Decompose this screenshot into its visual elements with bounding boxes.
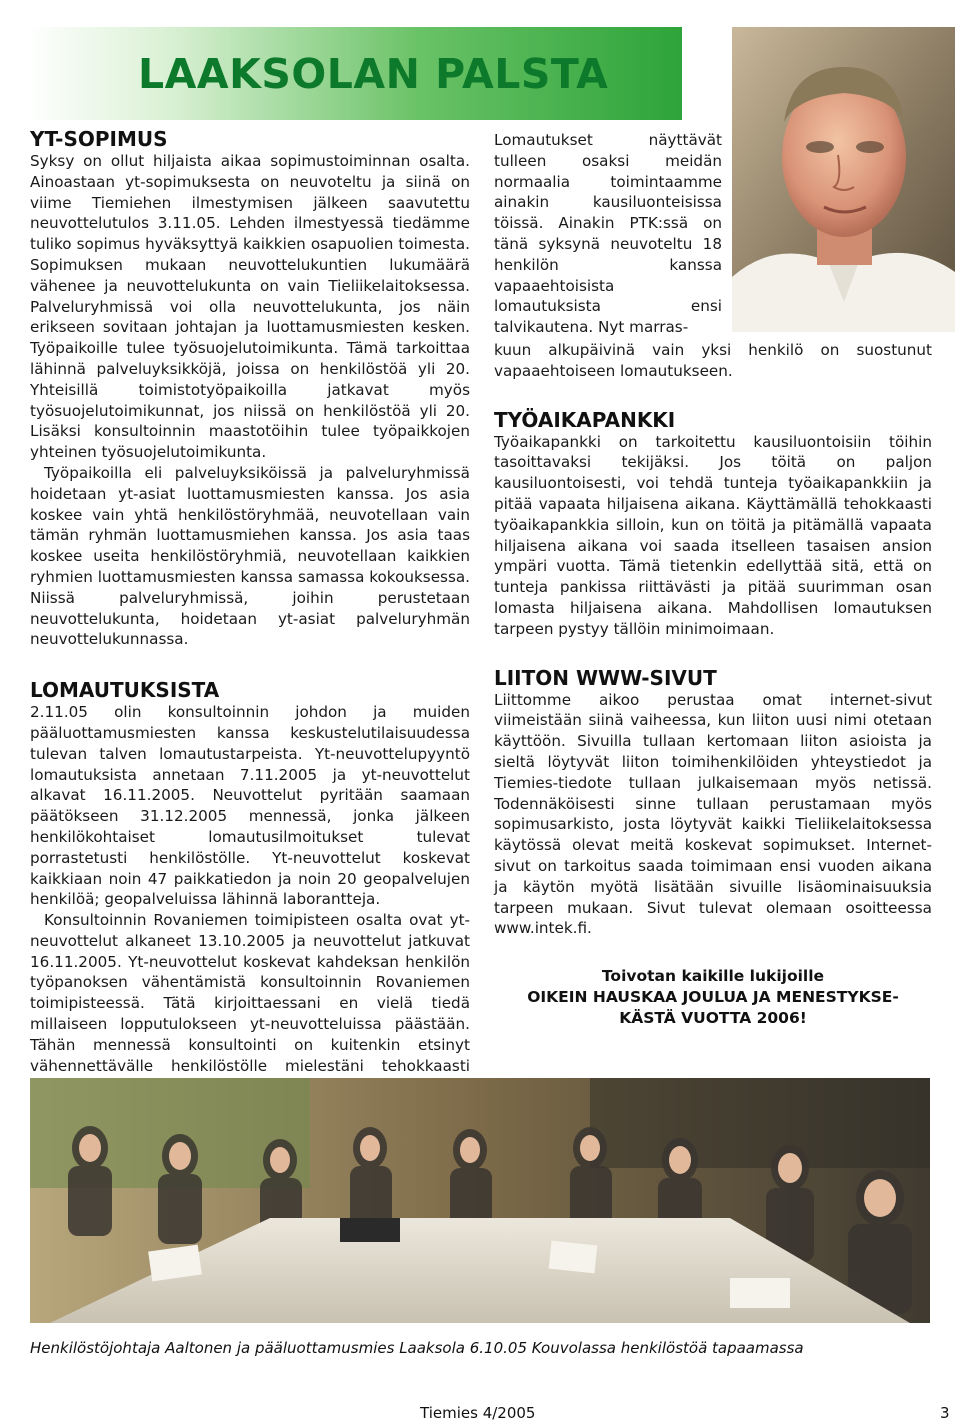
photo-caption: Henkilöstöjohtaja Aaltonen ja pääluottamusmies Laaksola 6.10.05 Kouvolassa henkilöstöä tapaamassa <box>30 1339 804 1357</box>
lomautuksista-paragraph-1: 2.11.05 olin konsultoinnin johdon ja muiden pääluottamusmiesten kanssa keskustelutilaisuudessa tulevan talven lomautustarpeista. Yt-neuvottelupyyntö lomautuksista annetaan 7.11.2005 ja yt-neuvottelut alkavat 16.11.2005. Neuvottelut pyritään saamaan päätökseen 31.12.2005 mennessä, jonka jälkeen henkilökohtaiset lomautusilmoitukset tulevat porrastetusti henkilöstölle. Yt-neuvottelut koskevat kaikkiaan noin 47 paikkatiedon ja noin 20 geopalvelujen henkilöä; geopalveluissa lähinnä laborantteja. <box>30 703 470 909</box>
tyoaikapankki-paragraph: Työaikapankki on tarkoitettu kausiluontoisiin töihin tasoittavaksi tekijäksi. Jos töitä on paljon kausiluontoisesti, voi tehdä tunteja työaikapankkiin ja pitää vapaata hiljaisena aikana. Käyttämällä tehokkaasti työaikapankkia silloin, kun on töitä ja pitämällä vapaata hiljaisena aikana voi saada itselleen tasaisen ansion ympäri vuotta. Tämä tietenkin edellyttää sitä, että on tunteja pankissa riittävästi ja pitää suurimman osan lomasta hiljaisena aikana. Mahdollisen lomautuksen tarpeen pystyy tällöin minimoimaan. <box>494 432 932 638</box>
page-number: 3 <box>940 1404 950 1422</box>
lomautuksista-continuation: kuun alkupäivinä vain yksi henkilö on suostunut vapaaehtoiseen lomautukseen. <box>494 341 932 380</box>
heading-lomautuksista: LOMAUTUKSISTA <box>30 678 220 703</box>
left-column <box>30 127 470 1118</box>
portrait-photo <box>732 27 955 332</box>
meeting-photo <box>30 1078 930 1323</box>
greeting-line-1: Toivotan kaikille lukijoille <box>601 967 825 985</box>
greeting-line-3: KÄSTÄ VUOTTA 2006! <box>619 1009 807 1027</box>
page-title: LAAKSOLAN PALSTA <box>138 50 609 98</box>
yt-sopimus-paragraph-1: Syksy on ollut hiljaista aikaa sopimustoiminnan osalta. Ainoastaan yt-sopimuksesta on neuvoteltu ja siinä on viime Tiemiehen ilmestymisen jälkeen saavutettu neuvottelutulos 3.11.05. Lehden ilmestyessä tiedämme tuliko sopimus hyväksyttyä kaikkien osapuolien toimesta. Sopimuksen mukaan neuvottelukuntien lukumäärä vähenee ja neuvottelukunta on vain Tieliikelaitoksessa. Palveluryhmissä voi olla neuvottelukunta, jos näin erikseen sovitaan johtajan ja luottamusmiesten kesken. Työpaikoille tulee työsuojelutoimikunta. Tämä tarkoittaa lähinnä palveluyksikköjä, joissa on henkilöstöä yli 20. Yhteisillä toimistotyöpaikoilla jatkavat myös työsuojelutoimikunnat, jos niissä on henkilöstöä yli 20. Lisäksi konsultoinnin maastotöihin tulee työpaikkojen yhteinen työsuojelutoimikunta. <box>30 152 470 462</box>
liiton-www-paragraph: Liittomme aikoo perustaa omat internet-sivut viimeistään siinä vaiheessa, kun liiton uusi nimi otetaan käyttöön. Sivuilla tullaan kertomaan liiton asioista ja sieltä löytyvät liiton toimihenkilöiden yhteystiedot ja Tiemies-tiedote tullaan julkaisemaan myös netissä. Todennäköisesti sinne tullaan perustamaan myös sopimusarkisto, josta löytyvät kaikki Tieliikelaitoksessa käytössä olevat meitä koskevat sopimukset. Internet-sivut on tarkoitus saada toimimaan ensi vuoden aikana ja käytön myötä lisätään sivuille lisäominaisuuksia tarpeen mukaan. Sivut tulevat olemaan osoitteessa www.intek.fi. <box>494 690 932 938</box>
lomautuksista-wrap-text: Lomautukset näyttävät tulleen osaksi meidän normaalia toimintaamme ainakin kausiluonteisissa töissä. Ainakin PTK:ssä on tänä syksynä neuvoteltu 18 henkilön kanssa vapaaehtoisista lomautuksista ensi talvikautena. Nyt marras- <box>494 131 722 337</box>
heading-liiton-www-sivut: LIITON WWW-SIVUT <box>494 665 717 690</box>
right-column <box>494 340 932 939</box>
lomautuksista-paragraph-2: Konsultoinnin Rovaniemen toimipisteen osalta ovat yt-neuvottelut alkaneet 13.10.2005 ja neuvottelut jatkuvat 16.11.2005. Yt-neuvottelut koskevat kahdeksan henkilön työpanoksen vähentämistä konsultoinnin Rovaniemen toimipisteessä. Tätä kirjoittaessani en vielä tiedä millaiseen lopputulokseen yt-neuvotteluissa päästään. Tähän mennessä konsultointi on kuitenkin etsinyt vähennettävälle henkilöstölle mielestäni tehokkaasti <box>30 911 470 1075</box>
heading-tyoaikapankki: TYÖAIKAPANKKI <box>494 407 676 432</box>
heading-yt-sopimus: YT-SOPIMUS <box>30 127 168 151</box>
footer-issue: Tiemies 4/2005 <box>420 1404 536 1422</box>
greeting-line-2: OIKEIN HAUSKAA JOULUA JA MENESTYKSE- <box>527 988 899 1006</box>
yt-sopimus-paragraph-2: Työpaikoilla eli palveluyksiköissä ja palveluryhmissä hoidetaan yt-asiat luottamusmiesten kanssa. Jos asia koskee vain yhtä henkilöstöryhmää, neuvotellaan vain tämän ryhmän luottamusmiehen kanssa. Jos asia taas koskee useita henkilöstöryhmiä, neuvotellaan kaikkien ryhmien luottamusmiesten kanssa samassa kokouksessa. Niissä palveluryhmissä, joihin perustetaan neuvottelukunta, hoidetaan yt-asiat palveluryhmän neuvottelukunnassa. <box>30 463 470 649</box>
holiday-greeting <box>494 966 932 1029</box>
